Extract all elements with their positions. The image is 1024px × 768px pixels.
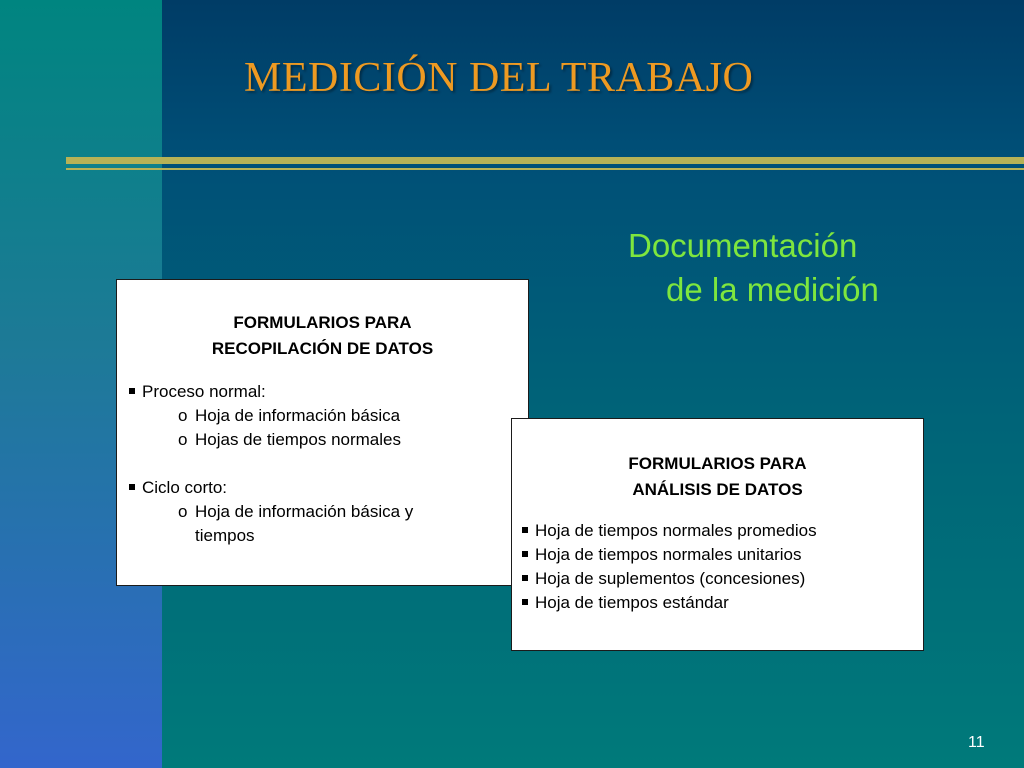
sub-list-item-continuation: tiempos [195, 526, 255, 545]
square-bullet-icon [522, 575, 528, 581]
box-heading-line-2: ANÁLISIS DE DATOS [632, 480, 803, 499]
list-item [522, 519, 923, 543]
list-item-label: Proceso normal: [142, 382, 266, 401]
square-bullet-icon [522, 551, 528, 557]
sub-list-item [129, 428, 528, 452]
subtitle-line-1: Documentación [628, 227, 858, 264]
list-item-label: Hoja de suplementos (concesiones) [535, 569, 806, 588]
slide-title: MEDICIÓN DEL TRABAJO [244, 55, 754, 101]
sub-list-item-label: Hoja de información básica y [195, 502, 414, 521]
list-item [522, 591, 923, 615]
list-spacer [129, 452, 528, 476]
slide-subtitle [628, 224, 879, 312]
list-item [522, 543, 923, 567]
list-item-label: Ciclo corto: [142, 478, 228, 497]
box-heading [117, 310, 528, 362]
title-rule-thin [66, 168, 1024, 170]
list-item-label: Hoja de tiempos estándar [535, 593, 729, 612]
sub-list-item-label: Hojas de tiempos normales [195, 430, 401, 449]
list-item [129, 380, 528, 404]
box-item-list [512, 519, 923, 615]
box-heading-line-1: FORMULARIOS PARA [628, 454, 807, 473]
box-formularios-recopilacion [116, 279, 529, 586]
square-bullet-icon [129, 484, 135, 490]
subtitle-line-2: de la medición [666, 271, 879, 308]
square-bullet-icon [522, 527, 528, 533]
sub-list-item-label: Hoja de información básica [195, 406, 401, 425]
circle-bullet-icon: o [178, 430, 188, 449]
sub-list-item [129, 500, 528, 548]
list-item [522, 567, 923, 591]
list-item [129, 476, 528, 500]
title-rule-thick [66, 157, 1024, 164]
box-heading-line-1: FORMULARIOS PARA [233, 313, 412, 332]
circle-bullet-icon: o [178, 502, 188, 521]
square-bullet-icon [522, 599, 528, 605]
box-heading-line-2: RECOPILACIÓN DE DATOS [211, 339, 434, 358]
box-item-list [117, 380, 528, 548]
square-bullet-icon [129, 388, 135, 394]
circle-bullet-icon: o [178, 406, 188, 425]
list-item-label: Hoja de tiempos normales unitarios [535, 545, 802, 564]
box-formularios-analisis [511, 418, 924, 651]
page-number: 11 [968, 734, 985, 751]
list-item-label: Hoja de tiempos normales promedios [535, 521, 817, 540]
box-heading [512, 451, 923, 503]
sub-list-item [129, 404, 528, 428]
